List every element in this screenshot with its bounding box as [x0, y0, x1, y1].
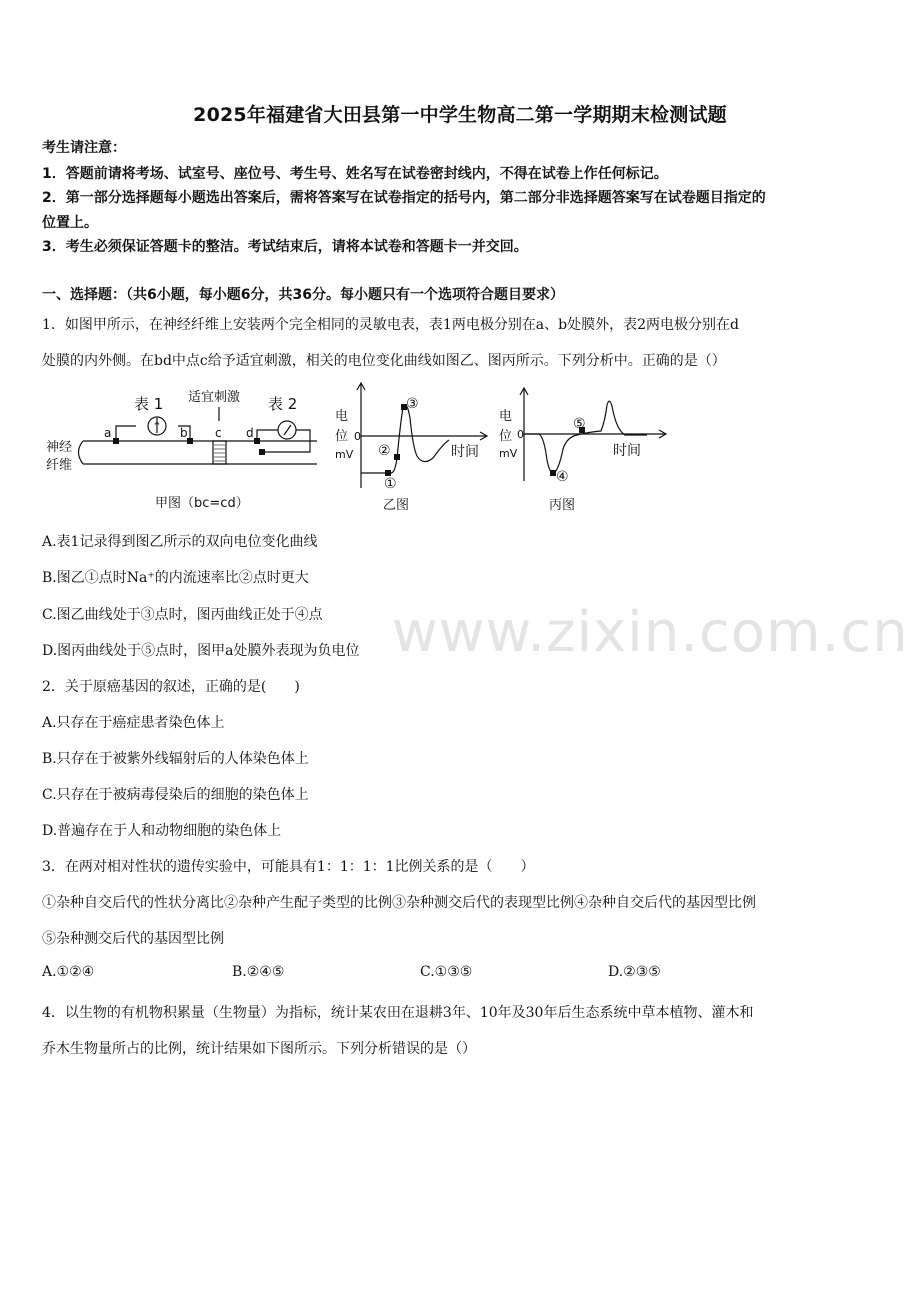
notice-heading: 考生请注意：	[42, 140, 126, 156]
figure-jia	[40, 385, 325, 515]
notice-item-1: 1．答题前请将考场、试室号、座位号、考生号、姓名写在试卷密封线内，不得在试卷上作任何标记。	[42, 166, 668, 182]
stimulus-label: 适宜刺激	[188, 390, 241, 405]
yi-point-2: ②	[378, 443, 391, 459]
bing-xlabel: 时间	[613, 443, 641, 459]
yi-zero: 0	[354, 430, 361, 443]
yi-point-3: ③	[406, 396, 419, 412]
q1-option-b: B.图乙①点时Na⁺的内流速率比②点时更大	[42, 570, 309, 586]
fiber-label-2: 纤维	[46, 458, 73, 473]
figure-bing	[497, 385, 672, 515]
watermark: www.zixin.com.cn	[392, 600, 909, 665]
q3-stem: 3．在两对相对性状的遗传实验中，可能具有1：1：1：1比例关系的是（ ）	[42, 859, 535, 875]
q3-option-b: B.②④⑤	[232, 964, 285, 980]
q1-stem-line1: 1．如图甲所示，在神经纤维上安装两个完全相同的灵敏电表，表1两电极分别在a、b处膜外，表2两电极分别在d	[42, 317, 739, 333]
q2-stem: 2．关于原癌基因的叙述，正确的是( )	[42, 679, 300, 695]
q4-stem-line1: 4．以生物的有机物积累量（生物量）为指标，统计某农田在退耕3年、10年及30年后生态系统中草本植物、灌木和	[42, 1005, 754, 1021]
meter-1-label: 表 1	[134, 395, 164, 413]
point-b-label: b	[180, 426, 188, 440]
caption-jia: 甲图（bc=cd）	[155, 496, 249, 511]
point-d-label: d	[246, 426, 254, 440]
q1-option-d: D.图丙曲线处于⑤点时，图甲a处膜外表现为负电位	[42, 643, 360, 659]
bing-zero: 0	[517, 428, 524, 441]
caption-yi: 乙图	[383, 498, 410, 513]
q3-items-line1: ①杂种自交后代的性状分离比②杂种产生配子类型的比例③杂种测交后代的表现型比例④杂种自交后代的基因型比例	[42, 895, 756, 911]
q1-option-c: C.图乙曲线处于③点时，图丙曲线正处于④点	[42, 607, 323, 623]
bing-ylabel-2: 位	[499, 429, 513, 444]
meter-2-label: 表 2	[268, 395, 298, 413]
q2-option-d: D.普遍存在于人和动物细胞的染色体上	[42, 823, 282, 839]
yi-point-1: ①	[384, 476, 397, 492]
q3-option-c: C.①③⑤	[420, 964, 473, 980]
notice-item-2-cont: 位置上。	[42, 215, 98, 231]
q1-option-a: A.表1记录得到图乙所示的双向电位变化曲线	[42, 534, 318, 550]
yi-ylabel-1: 电	[335, 409, 349, 424]
notice-item-2: 2．第一部分选择题每小题选出答案后，需将答案写在试卷指定的括号内，第二部分非选择题答案写在试卷题目指定的	[42, 190, 766, 206]
figure-yi	[333, 378, 498, 515]
q2-option-a: A.只存在于癌症患者染色体上	[42, 715, 225, 731]
q1-stem-line2: 处膜的内外侧。在bd中点c给予适宜刺激，相关的电位变化曲线如图乙、图丙所示。下列分析中。正确的是（）	[42, 353, 726, 369]
notice-item-3: 3．考生必须保证答题卡的整洁。考试结束后，请将本试卷和答题卡一并交回。	[42, 239, 528, 255]
section-heading: 一、选择题：（共6小题，每小题6分，共36分。每小题只有一个选项符合题目要求）	[42, 287, 564, 303]
q3-option-a: A.①②④	[42, 964, 95, 980]
bing-ylabel-3: mV	[499, 447, 518, 460]
bing-point-5: ⑤	[573, 416, 586, 432]
q2-option-c: C.只存在于被病毒侵染后的细胞的染色体上	[42, 787, 309, 803]
point-a-label: a	[104, 426, 112, 440]
yi-ylabel-2: 位	[335, 429, 349, 444]
q3-items-line2: ⑤杂种测交后代的基因型比例	[42, 931, 224, 947]
page-title: 2025年福建省大田县第一中学生物高二第一学期期末检测试题	[193, 104, 727, 126]
yi-ylabel-3: mV	[335, 448, 354, 461]
svg-text:↑: ↑	[152, 420, 162, 433]
bing-ylabel-1: 电	[499, 409, 513, 424]
q2-option-b: B.只存在于被紫外线辐射后的人体染色体上	[42, 751, 309, 767]
q4-stem-line2: 乔木生物量所占的比例，统计结果如下图所示。下列分析错误的是（）	[42, 1041, 476, 1057]
q3-option-d: D.②③⑤	[608, 964, 661, 980]
bing-point-4: ④	[556, 469, 569, 485]
yi-xlabel: 时间	[451, 444, 479, 460]
fiber-label-1: 神经	[46, 440, 73, 455]
caption-bing: 丙图	[549, 498, 576, 513]
point-c-label: c	[215, 426, 222, 440]
